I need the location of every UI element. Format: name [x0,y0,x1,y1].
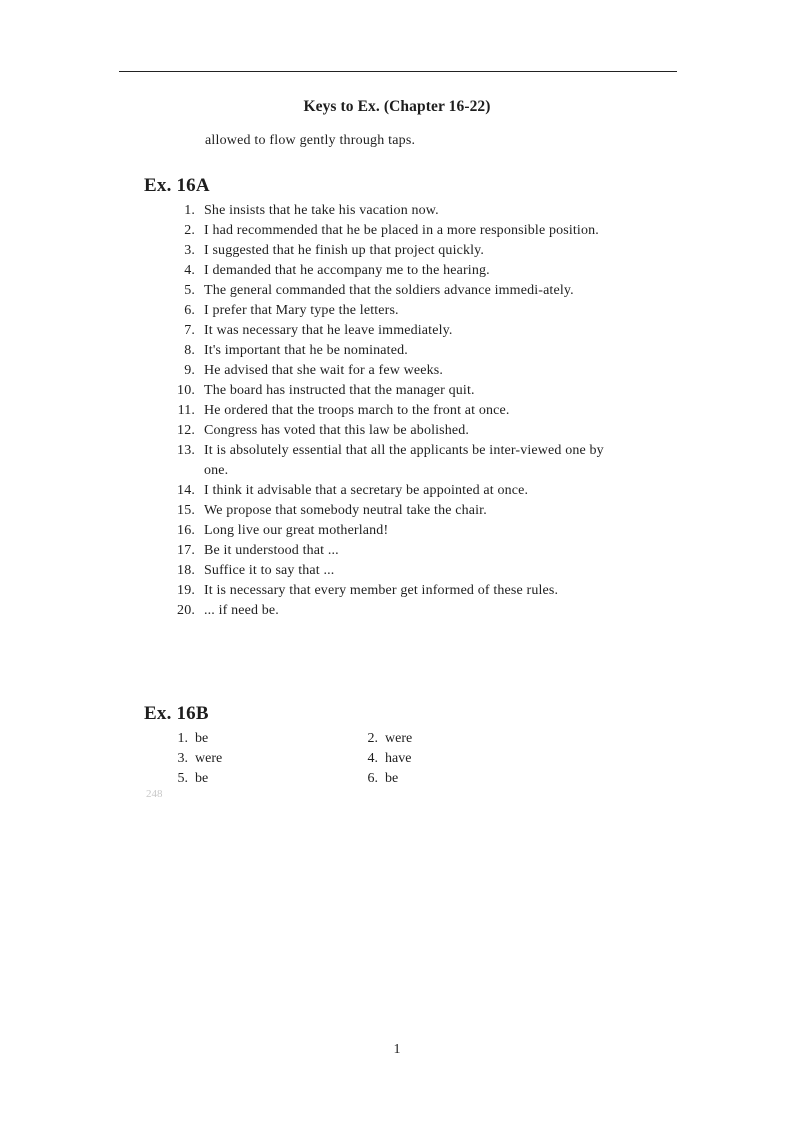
list-item [168,521,618,541]
item-number: 5. [177,771,188,786]
grid-cell [358,769,398,789]
item-text: were [385,731,413,746]
list-item [168,241,618,261]
item-text: It is necessary that every member get informed of these rules. [204,583,559,598]
list-item [168,541,618,561]
item-text: It is absolutely essential that all the applicants be inter-viewed one by one. [204,443,604,478]
item-text: Be it understood that ... [204,543,339,558]
item-number: 6. [184,303,195,318]
list-item [168,401,618,421]
item-text: We propose that somebody neutral take the chair. [204,503,487,518]
continuation-line: allowed to flow gently through taps. [205,133,416,148]
item-text: I demanded that he accompany me to the hearing. [204,263,490,278]
section-title-16a: Ex. 16A [144,175,210,196]
list-item [168,381,618,401]
item-text: He advised that she wait for a few weeks. [204,363,444,378]
list-item [168,301,618,321]
list-item [168,321,618,341]
item-number: 4. [184,263,195,278]
item-number: 10. [177,383,195,398]
item-text: She insists that he take his vacation now. [204,203,439,218]
grid-row [168,749,498,769]
item-number: 20. [177,603,195,618]
answers-16b-grid [168,729,498,789]
list-item [168,341,618,361]
answers-16a-list [168,201,618,621]
item-text: I think it advisable that a secretary be appointed at once. [204,483,529,498]
item-number: 4. [367,751,378,766]
item-text: were [195,751,223,766]
list-item [168,261,618,281]
grid-cell [168,749,222,769]
item-number: 11. [177,403,195,418]
item-number: 6. [367,771,378,786]
item-number: 12. [177,423,195,438]
item-number: 3. [184,243,195,258]
item-number: 18. [177,563,195,578]
list-item [168,561,618,581]
list-item [168,581,618,601]
item-number: 13. [177,443,195,458]
item-number: 1. [184,203,195,218]
item-text: I suggested that he finish up that project quickly. [204,243,485,258]
item-text: It's important that he be nominated. [204,343,408,358]
grid-cell [358,729,412,749]
item-text: be [195,771,209,786]
item-text: Long live our great motherland! [204,523,389,538]
section-title-16b: Ex. 16B [144,703,209,724]
item-text: I had recommended that he be placed in a more responsible position. [204,223,599,238]
item-number: 2. [184,223,195,238]
item-text: ... if need be. [204,603,279,618]
item-number: 14. [177,483,195,498]
grid-cell [168,729,208,749]
grid-cell [168,769,208,789]
item-number: 16. [177,523,195,538]
item-text: be [385,771,399,786]
list-item [168,441,618,481]
list-item [168,421,618,441]
list-item [168,601,618,621]
list-item [168,281,618,301]
item-text: have [385,751,412,766]
item-number: 1. [177,731,188,746]
list-item [168,481,618,501]
item-text: It was necessary that he leave immediately. [204,323,453,338]
faded-page-mark: 248 [146,788,163,800]
list-item [168,221,618,241]
grid-row [168,769,498,789]
item-text: The general commanded that the soldiers advance immedi-ately. [204,283,574,298]
list-item [168,501,618,521]
item-number: 17. [177,543,195,558]
item-text: be [195,731,209,746]
item-number: 5. [184,283,195,298]
item-text: Suffice it to say that ... [204,563,335,578]
item-text: I prefer that Mary type the letters. [204,303,399,318]
item-number: 19. [177,583,195,598]
page-number: 1 [393,1042,401,1057]
item-number: 7. [184,323,195,338]
list-item [168,201,618,221]
grid-cell [358,749,411,769]
top-rule [119,71,677,72]
page-header: Keys to Ex. (Chapter 16-22) [303,98,491,115]
list-item [168,361,618,381]
item-number: 9. [184,363,195,378]
grid-row [168,729,498,749]
item-number: 15. [177,503,195,518]
item-text: Congress has voted that this law be abolished. [204,423,470,438]
item-number: 3. [177,751,188,766]
item-number: 8. [184,343,195,358]
item-number: 2. [367,731,378,746]
item-text: He ordered that the troops march to the front at once. [204,403,510,418]
item-text: The board has instructed that the manager quit. [204,383,475,398]
